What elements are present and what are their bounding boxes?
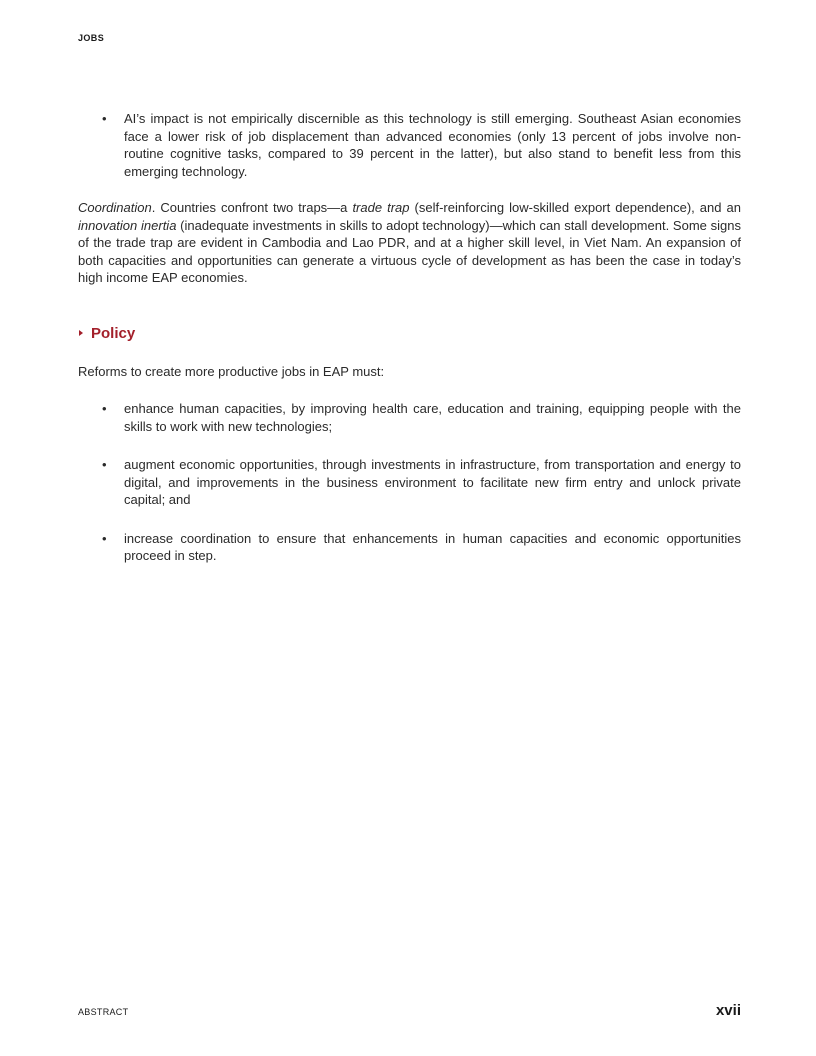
running-footer-section: ABSTRACT <box>78 1007 129 1017</box>
policy-heading-text: Policy <box>91 324 136 342</box>
bullet-text: AI’s impact is not empirically discernible as this technology is still emerging. Southeast Asian economies face a lower risk of job displacement than advanced economies (only 13 percent of jobs involve non-routine cognitive tasks, compared to 39 percent in the latter), but also stand to benefit less from this emerging technology. <box>124 111 741 179</box>
list-item <box>78 110 741 180</box>
paragraph-text: . Countries confront two traps—a <box>151 200 353 215</box>
bullet-text: augment economic opportunities, through investments in infrastructure, from transportation and energy to digital, and improvements in the business environment to facilitate new firm entry and unlock private capital; and <box>124 457 741 507</box>
bullet-icon: • <box>102 530 107 546</box>
list-item <box>78 400 741 435</box>
running-header: JOBS <box>78 33 105 43</box>
policy-intro: Reforms to create more productive jobs in EAP must: <box>78 363 385 379</box>
triangle-right-icon <box>79 330 83 336</box>
bullet-icon: • <box>102 457 107 472</box>
policy-heading <box>78 324 741 344</box>
bullet-icon: • <box>102 401 107 416</box>
paragraph-text: (self-reinforcing low-skilled export dependence), and an <box>409 200 741 215</box>
bullet-text: increase coordination to ensure that enhancements in human capacities and economic opportunities proceed in step. <box>124 530 741 563</box>
page-content <box>78 110 741 565</box>
policy-bullet-list <box>78 400 741 565</box>
paragraph-text: (inadequate investments in skills to adopt technology)—which can stall development. Some signs of the trade trap are evident in Cambodia and Lao PDR, and at a higher skill level, in Viet Nam. An expansion of both capacities and opportunities can generate a virtuous cycle of development as has been the case in today’s high income EAP economies. <box>78 217 741 285</box>
coordination-lead: Coordination <box>78 200 152 215</box>
emphasis-trade-trap: trade trap <box>352 200 410 215</box>
page-number: xvii <box>715 1002 741 1019</box>
coordination-paragraph <box>78 199 741 287</box>
intro-bullet-list <box>78 110 741 180</box>
emphasis-innovation-inertia: innovation inertia <box>78 217 177 233</box>
bullet-icon: • <box>102 111 107 126</box>
bullet-text: enhance human capacities, by improving health care, education and training, equipping people with the skills to work with new technologies; <box>124 401 741 434</box>
list-item <box>78 530 741 565</box>
list-item <box>78 456 741 509</box>
